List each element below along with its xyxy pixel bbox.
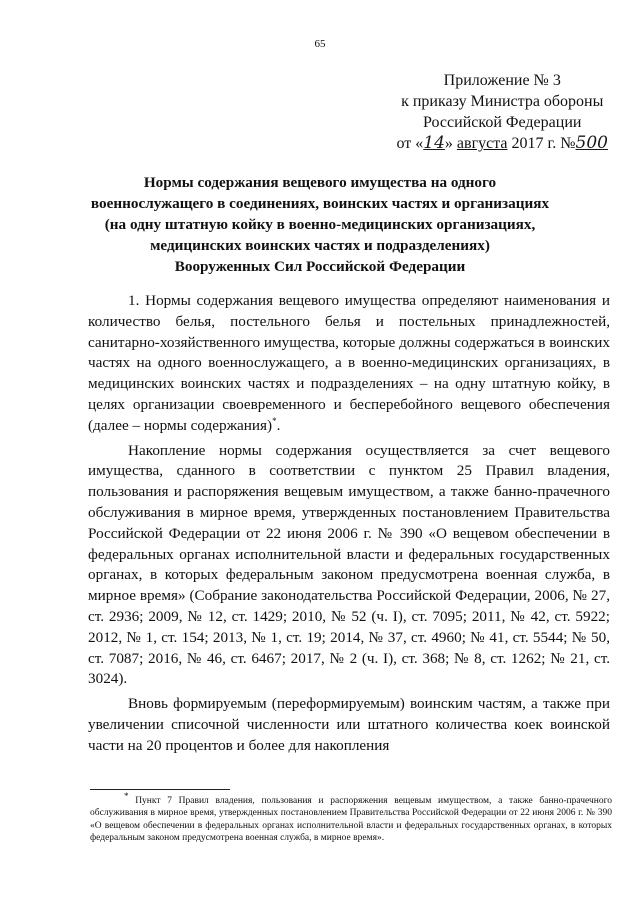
title-line-5: Вооруженных Сил Российской Федерации — [174, 258, 466, 275]
order-month-sep: » — [444, 135, 457, 152]
document-title — [70, 172, 570, 277]
footnote-mark: * — [124, 790, 129, 801]
paragraph-3: Вновь формируемым (переформируемым) воинским частям, а также при увеличении списочной численности или штатного количества коек воинской части на 20 процентов и более для накопления — [88, 695, 610, 754]
title-line-2: военнослужащего в соединениях, воинских частях и организациях — [90, 195, 550, 212]
appendix-line-3: Российской Федерации — [423, 114, 582, 131]
document-body — [88, 291, 610, 757]
order-year: 2017 г. № — [507, 135, 576, 152]
title-line-3: (на одну штатную койку в военно-медицинских организациях, — [104, 216, 536, 233]
footnote — [90, 790, 612, 845]
paragraph-1-end: . — [276, 416, 281, 434]
order-date-line — [396, 133, 608, 154]
appendix-header — [396, 70, 608, 154]
handwritten-order-number: 500 — [575, 133, 608, 153]
footnote-reference: * — [272, 415, 277, 426]
footnote-separator — [90, 789, 230, 790]
page-number: 65 — [314, 38, 326, 50]
paragraph-1-text: 1. Нормы содержания вещевого имущества определяют наименования и количество белья, постельного белья и постельных принадлежностей, санитарно-хозяйственного имущества, которые должны содержаться в воинских частях на одного военнослужащего, а в военно-медицинских организациях, в медицинских воинских частях и подразделениях – на одну штатную койку, в целях организации своевременного и бесперебойного вещевого обеспечения (далее – нормы содержания) — [88, 292, 611, 434]
appendix-line-1: Приложение № 3 — [443, 72, 561, 89]
footnote-text: Пункт 7 Правил владения, пользования и распоряжения вещевым имуществом, а также банно-прачечного обслуживания в мирное время, утвержденных постановлением Правительства Российской Федерации от 22 июня 2006 г. № 390 «О вещевом обеспечении в федеральных органах исполнительной власти и федеральных государственных органах, в которых федеральным законом предусмотрена военная служба, в мирное время». — [90, 796, 612, 844]
order-month: августа — [456, 135, 508, 152]
order-from-label: от « — [396, 135, 424, 152]
paragraph-2: Накопление нормы содержания осуществляется за счет вещевого имущества, сданного в соответствии с пунктом 25 Правил владения, пользования и распоряжения вещевым имуществом, а также банно-прачечного обслуживания в мирное время, утвержденных постановлением Правительства Российской Федерации от 22 июня 2006 г. № 390 «О вещевом обеспечении в федеральных органах исполнительной власти и федеральных государственных органах, в которых федеральным законом предусмотрена военная служба, в мирное время» (Собрание законодательства Российской Федерации, 2006, № 27, ст. 2936; 2009, № 12, ст. 1429; 2010, № 52 (ч. I), ст. 7095; 2011, № 42, ст. 5922; 2012, № 1, ст. 154; 2013, № 1, ст. 19; 2014, № 37, ст. 4960; № 41, ст. 5544; № 50, ст. 7087; 2016, № 46, ст. 6467; 2017, № 2 (ч. I), ст. 368; № 8, ст. 1262; № 21, ст. 3024). — [88, 441, 610, 688]
paragraph-1 — [88, 291, 610, 437]
title-line-1: Нормы содержания вещевого имущества на одного — [143, 174, 497, 191]
appendix-line-2: к приказу Министра обороны — [401, 93, 604, 110]
handwritten-day: 14 — [423, 133, 445, 153]
title-line-4: медицинских воинских частях и подразделениях) — [150, 237, 490, 254]
